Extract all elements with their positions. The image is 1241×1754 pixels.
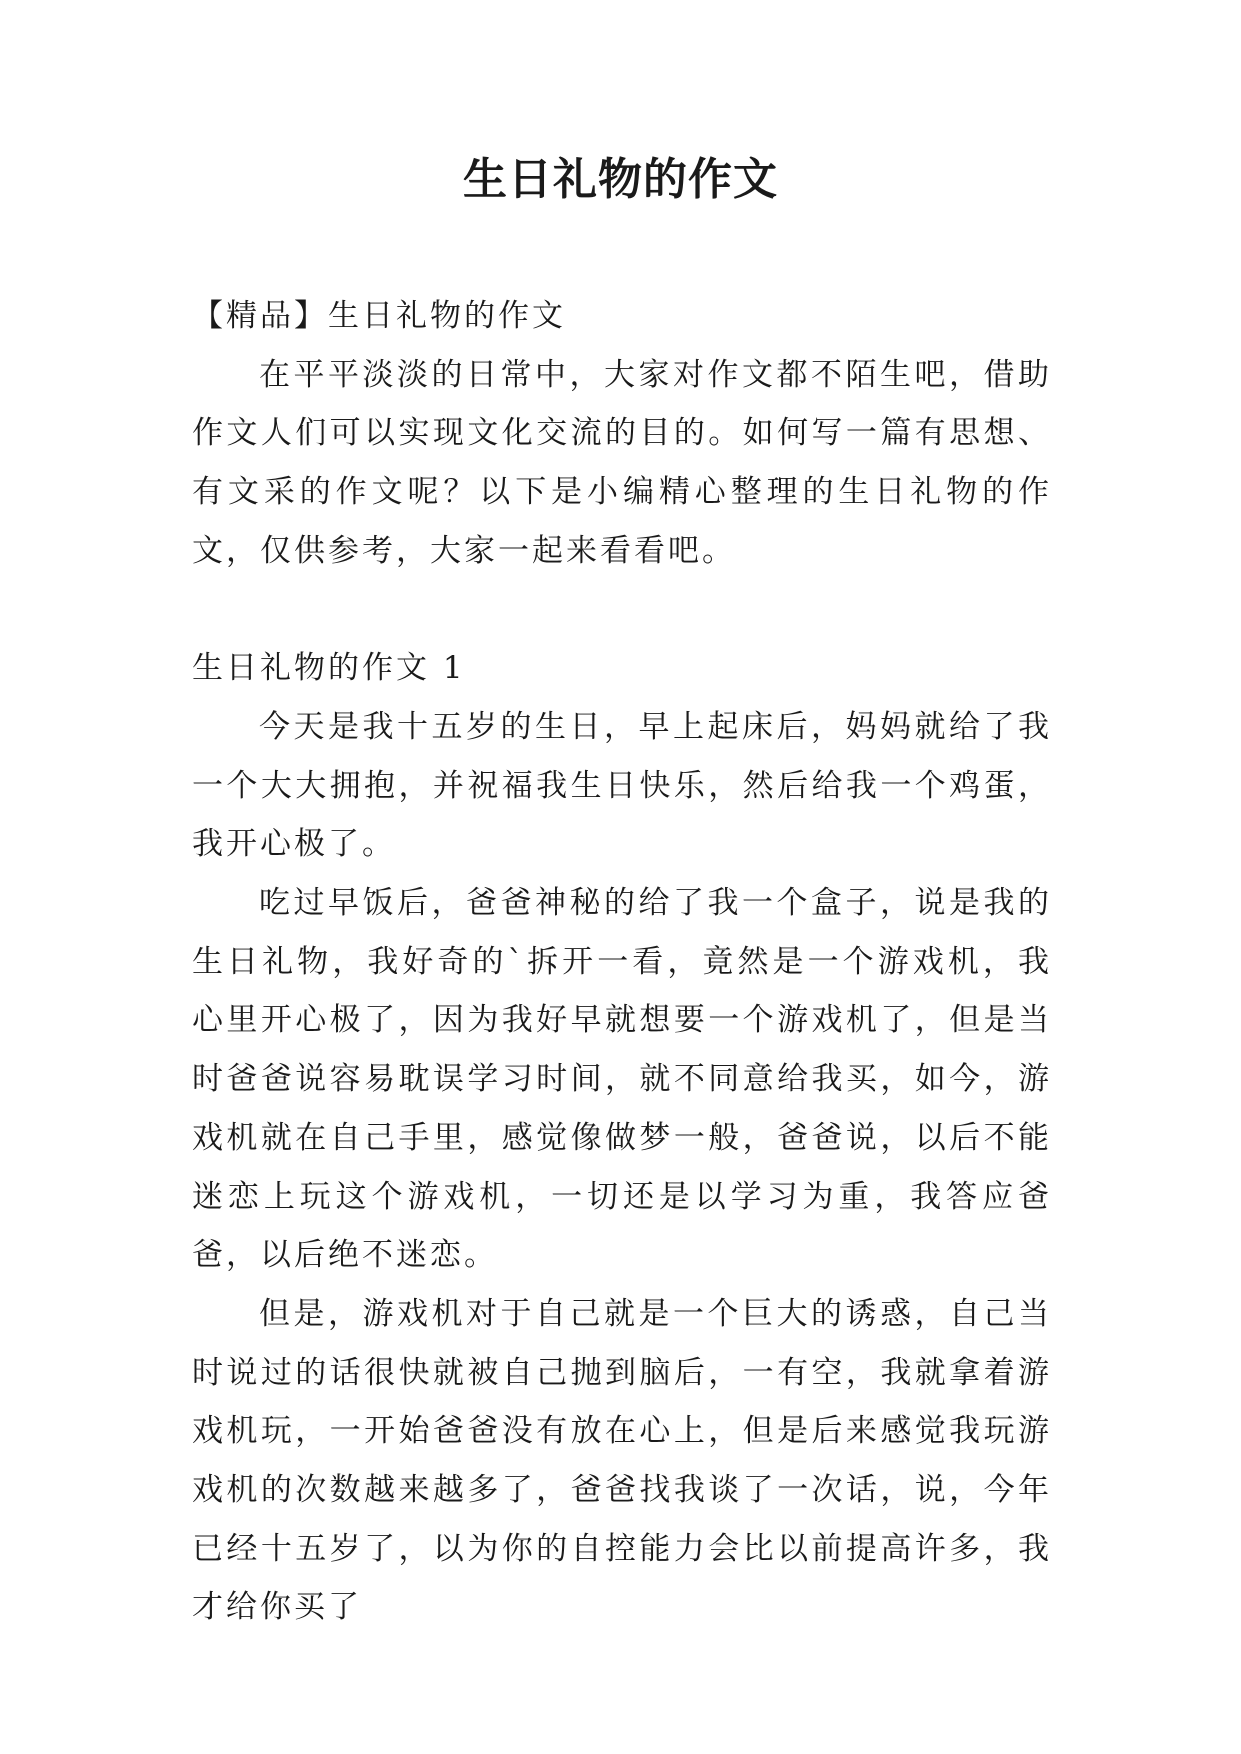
body-paragraph: 今天是我十五岁的生日，早上起床后，妈妈就给了我一个大大拥抱，并祝福我生日快乐，然后给我一个鸡蛋，我开心极了。 bbox=[192, 708, 1052, 863]
body-paragraph: 吃过早饭后，爸爸神秘的给了我一个盒子，说是我的生日礼物，我好奇的`拆开一看，竟然是一个游戏机，我心里开心极了，因为我好早就想要一个游戏机了，但是当时爸爸说容易耽误学习时间，就不同意给我买，如今，游戏机就在自己手里，感觉像做梦一般，爸爸说，以后不能迷恋上玩这个游戏机，一切还是以学习为重，我答应爸爸，以后绝不迷恋。 bbox=[192, 885, 1052, 1274]
body-paragraph: 但是，游戏机对于自己就是一个巨大的诱惑，自己当时说过的话很快就被自己抛到脑后，一有空，我就拿着游戏机玩，一开始爸爸没有放在心上，但是后来感觉我玩游戏机的次数越来越多了，爸爸找我谈了一次话，说，今年已经十五岁了，以为你的自控能力会比以前提高许多，我才给你买了 bbox=[192, 1295, 1052, 1626]
section-heading: 生日礼物的作文 1 bbox=[192, 650, 466, 687]
document-body bbox=[192, 287, 1052, 1637]
document-title: 生日礼物的作文 bbox=[463, 154, 778, 205]
intro-paragraph: 在平平淡淡的日常中，大家对作文都不陌生吧，借助作文人们可以实现文化交流的目的。如何写一篇有思想、有文采的作文呢？以下是小编精心整理的生日礼物的作文，仅供参考，大家一起来看看吧。 bbox=[192, 356, 1052, 569]
blank-line bbox=[192, 581, 1052, 640]
subtitle: 【精品】生日礼物的作文 bbox=[192, 298, 566, 334]
